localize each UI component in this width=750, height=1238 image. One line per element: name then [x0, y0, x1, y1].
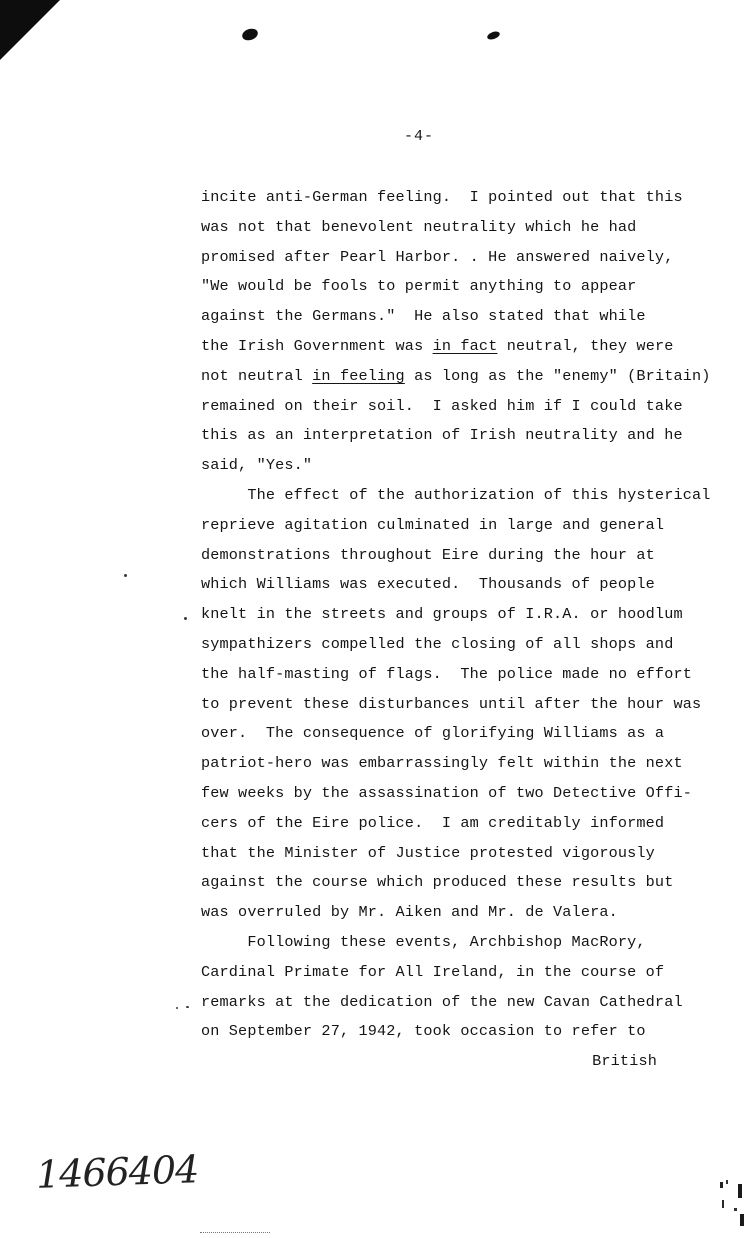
folded-corner-mark [0, 0, 60, 60]
text-line [201, 931, 711, 961]
text-segment: to prevent these disturbances until after the hour was [201, 694, 702, 713]
paper-speck [176, 1007, 178, 1009]
text-line [201, 216, 711, 246]
typewritten-body [201, 186, 711, 1080]
text-segment: said, "Yes." [201, 456, 313, 475]
text-segment: the half-masting of flags. The police made no effort [201, 664, 692, 683]
text-line [201, 663, 711, 693]
text-segment: knelt in the streets and groups of I.R.A. or hoodlum [201, 605, 683, 624]
text-line [201, 722, 711, 752]
page-number: -4- [404, 128, 435, 145]
text-segment: reprieve agitation culminated in large and general [201, 515, 665, 534]
text-line [201, 365, 711, 395]
text-line [201, 633, 711, 663]
text-segment: cers of the Eire police. I am creditably informed [201, 813, 665, 832]
text-line [201, 335, 711, 365]
text-line [201, 1050, 657, 1080]
text-segment: which Williams was executed. Thousands of people [201, 575, 655, 594]
text-segment: British [592, 1052, 657, 1071]
text-line [201, 573, 711, 603]
text-line [201, 246, 711, 276]
text-line [201, 812, 711, 842]
text-segment: promised after Pearl Harbor. . He answered naively, [201, 247, 674, 266]
text-line [201, 186, 711, 216]
text-line [201, 991, 711, 1021]
text-line [201, 782, 711, 812]
text-segment: this as an interpretation of Irish neutrality and he [201, 426, 683, 445]
paper-speck [184, 617, 187, 620]
footer-faint-marks [200, 1224, 270, 1233]
underlined-phrase: in feeling [312, 366, 405, 385]
text-segment: few weeks by the assassination of two Detective Offi- [201, 783, 692, 802]
text-line [201, 275, 711, 305]
text-line [201, 305, 711, 335]
text-segment: that the Minister of Justice protested vigorously [201, 843, 655, 862]
text-segment: against the Germans." He also stated that while [201, 307, 646, 326]
text-line [201, 961, 711, 991]
text-segment: "We would be fools to permit anything to appear [201, 277, 637, 296]
text-segment: as long as the "enemy" (Britain) [404, 366, 711, 385]
punch-hole-right [486, 30, 501, 41]
text-segment: over. The consequence of glorifying Williams as a [201, 724, 665, 743]
text-segment: Cardinal Primate for All Ireland, in the course of [201, 962, 665, 981]
text-line [201, 871, 711, 901]
text-line [201, 514, 711, 544]
text-segment: demonstrations throughout Eire during the hour at [201, 545, 655, 564]
text-line [201, 484, 711, 514]
text-segment: Following these events, Archbishop MacRory, [201, 932, 646, 951]
text-segment: was overruled by Mr. Aiken and Mr. de Valera. [201, 903, 618, 922]
text-segment: patriot-hero was embarrassingly felt within the next [201, 754, 683, 773]
underlined-phrase: in fact [432, 336, 498, 355]
text-segment: The effect of the authorization of this hysterical [201, 485, 711, 504]
text-line [201, 1020, 711, 1050]
text-segment: the Irish Government was [201, 336, 433, 355]
text-line [201, 395, 711, 425]
text-line [201, 693, 711, 723]
text-line [201, 603, 711, 633]
text-line [201, 752, 711, 782]
edge-scan-marks [716, 1178, 746, 1228]
text-segment: remarks at the dedication of the new Cavan Cathedral [201, 992, 683, 1011]
paper-speck [186, 1006, 189, 1008]
text-segment: on September 27, 1942, took occasion to refer to [201, 1022, 646, 1041]
paper-speck [124, 574, 127, 577]
text-segment: against the course which produced these results but [201, 873, 674, 892]
text-segment: was not that benevolent neutrality which he had [201, 217, 637, 236]
handwritten-archive-number: 1466404 [35, 1147, 199, 1197]
text-segment: neutral, they were [497, 336, 674, 355]
punch-hole-left [241, 27, 260, 42]
text-line [201, 544, 711, 574]
text-segment: sympathizers compelled the closing of all shops and [201, 634, 674, 653]
text-line [201, 901, 711, 931]
text-line [201, 842, 711, 872]
text-segment: remained on their soil. I asked him if I could take [201, 396, 683, 415]
text-line [201, 424, 711, 454]
text-segment: not neutral [201, 366, 313, 385]
text-segment: incite anti-German feeling. I pointed out that this [201, 188, 683, 206]
text-line [201, 454, 711, 484]
